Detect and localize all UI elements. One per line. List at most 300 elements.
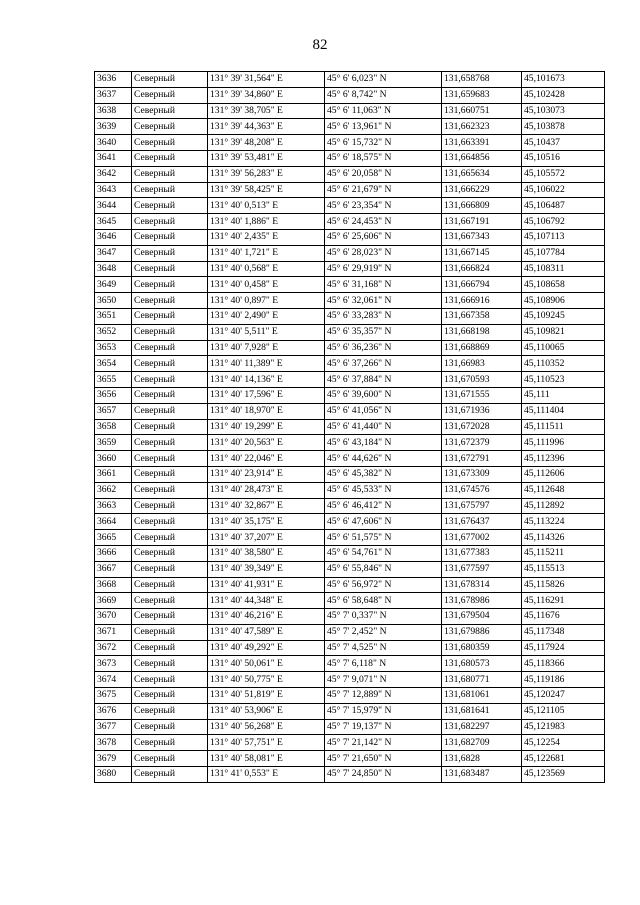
longitude-dms-cell: 131° 40' 57,751" E [208, 735, 325, 751]
longitude-decimal-cell: 131,666809 [442, 198, 522, 214]
longitude-decimal-cell: 131,676437 [442, 514, 522, 530]
latitude-dms-cell: 45° 6' 23,354" N [325, 198, 442, 214]
area-name-cell: Северный [132, 640, 208, 656]
longitude-dms-cell: 131° 40' 5,511" E [208, 324, 325, 340]
longitude-dms-cell: 131° 40' 2,435" E [208, 229, 325, 245]
point-id-cell: 3664 [95, 514, 132, 530]
table-row [95, 545, 605, 561]
latitude-dms-cell: 45° 7' 19,137" N [325, 719, 442, 735]
latitude-dms-cell: 45° 6' 13,961" N [325, 119, 442, 135]
area-name-cell: Северный [132, 229, 208, 245]
latitude-decimal-cell: 45,102428 [522, 87, 605, 103]
area-name-cell: Северный [132, 261, 208, 277]
area-name-cell: Северный [132, 103, 208, 119]
latitude-dms-cell: 45° 6' 37,884" N [325, 372, 442, 388]
table-row [95, 135, 605, 151]
longitude-decimal-cell: 131,667358 [442, 308, 522, 324]
latitude-decimal-cell: 45,112396 [522, 451, 605, 467]
longitude-decimal-cell: 131,666794 [442, 277, 522, 293]
area-name-cell: Северный [132, 245, 208, 261]
area-name-cell: Северный [132, 767, 208, 783]
point-id-cell: 3665 [95, 530, 132, 546]
longitude-dms-cell: 131° 40' 32,867" E [208, 498, 325, 514]
longitude-dms-cell: 131° 39' 31,564" E [208, 72, 325, 88]
latitude-decimal-cell: 45,115513 [522, 561, 605, 577]
latitude-decimal-cell: 45,108658 [522, 277, 605, 293]
area-name-cell: Северный [132, 672, 208, 688]
latitude-dms-cell: 45° 6' 15,732" N [325, 135, 442, 151]
area-name-cell: Северный [132, 514, 208, 530]
longitude-decimal-cell: 131,672791 [442, 451, 522, 467]
longitude-dms-cell: 131° 40' 23,914" E [208, 466, 325, 482]
longitude-decimal-cell: 131,677597 [442, 561, 522, 577]
latitude-decimal-cell: 45,122681 [522, 751, 605, 767]
longitude-dms-cell: 131° 41' 0,553" E [208, 767, 325, 783]
longitude-decimal-cell: 131,674576 [442, 482, 522, 498]
longitude-dms-cell: 131° 40' 28,473" E [208, 482, 325, 498]
point-id-cell: 3673 [95, 656, 132, 672]
table-row [95, 198, 605, 214]
latitude-decimal-cell: 45,112648 [522, 482, 605, 498]
longitude-decimal-cell: 131,677383 [442, 545, 522, 561]
longitude-decimal-cell: 131,668869 [442, 340, 522, 356]
point-id-cell: 3674 [95, 672, 132, 688]
longitude-dms-cell: 131° 40' 58,081" E [208, 751, 325, 767]
latitude-dms-cell: 45° 6' 56,972" N [325, 577, 442, 593]
longitude-dms-cell: 131° 40' 53,906" E [208, 703, 325, 719]
table-row [95, 293, 605, 309]
area-name-cell: Северный [132, 214, 208, 230]
area-name-cell: Северный [132, 198, 208, 214]
point-id-cell: 3648 [95, 261, 132, 277]
point-id-cell: 3639 [95, 119, 132, 135]
latitude-decimal-cell: 45,111511 [522, 419, 605, 435]
longitude-dms-cell: 131° 40' 2,490" E [208, 308, 325, 324]
point-id-cell: 3637 [95, 87, 132, 103]
table-row [95, 498, 605, 514]
point-id-cell: 3678 [95, 735, 132, 751]
longitude-dms-cell: 131° 40' 0,513" E [208, 198, 325, 214]
longitude-decimal-cell: 131,66983 [442, 356, 522, 372]
point-id-cell: 3657 [95, 403, 132, 419]
table-row [95, 419, 605, 435]
point-id-cell: 3654 [95, 356, 132, 372]
table-row [95, 514, 605, 530]
longitude-decimal-cell: 131,678314 [442, 577, 522, 593]
latitude-dms-cell: 45° 6' 36,236" N [325, 340, 442, 356]
table-row [95, 530, 605, 546]
longitude-decimal-cell: 131,675797 [442, 498, 522, 514]
point-id-cell: 3662 [95, 482, 132, 498]
point-id-cell: 3647 [95, 245, 132, 261]
latitude-dms-cell: 45° 6' 24,453" N [325, 214, 442, 230]
longitude-decimal-cell: 131,672379 [442, 435, 522, 451]
point-id-cell: 3679 [95, 751, 132, 767]
longitude-decimal-cell: 131,678986 [442, 593, 522, 609]
latitude-decimal-cell: 45,108311 [522, 261, 605, 277]
table-row [95, 703, 605, 719]
latitude-dms-cell: 45° 6' 21,679" N [325, 182, 442, 198]
latitude-dms-cell: 45° 7' 24,850" N [325, 767, 442, 783]
point-id-cell: 3656 [95, 387, 132, 403]
longitude-dms-cell: 131° 40' 0,897" E [208, 293, 325, 309]
latitude-decimal-cell: 45,111 [522, 387, 605, 403]
area-name-cell: Северный [132, 688, 208, 704]
latitude-dms-cell: 45° 6' 32,061" N [325, 293, 442, 309]
latitude-decimal-cell: 45,107113 [522, 229, 605, 245]
latitude-dms-cell: 45° 6' 54,761" N [325, 545, 442, 561]
area-name-cell: Северный [132, 498, 208, 514]
point-id-cell: 3667 [95, 561, 132, 577]
latitude-decimal-cell: 45,10516 [522, 150, 605, 166]
latitude-decimal-cell: 45,117348 [522, 624, 605, 640]
area-name-cell: Северный [132, 561, 208, 577]
longitude-dms-cell: 131° 40' 50,775" E [208, 672, 325, 688]
table-row [95, 166, 605, 182]
page-number: 82 [312, 37, 328, 53]
longitude-decimal-cell: 131,681641 [442, 703, 522, 719]
area-name-cell: Северный [132, 324, 208, 340]
point-id-cell: 3659 [95, 435, 132, 451]
latitude-decimal-cell: 45,108906 [522, 293, 605, 309]
latitude-dms-cell: 45° 6' 39,600" N [325, 387, 442, 403]
longitude-dms-cell: 131° 39' 53,481" E [208, 150, 325, 166]
latitude-dms-cell: 45° 7' 6,118" N [325, 656, 442, 672]
latitude-decimal-cell: 45,118366 [522, 656, 605, 672]
table-row [95, 656, 605, 672]
table-row [95, 182, 605, 198]
table-row [95, 466, 605, 482]
longitude-dms-cell: 131° 40' 7,928" E [208, 340, 325, 356]
latitude-decimal-cell: 45,109245 [522, 308, 605, 324]
latitude-decimal-cell: 45,113224 [522, 514, 605, 530]
longitude-dms-cell: 131° 40' 19,299" E [208, 419, 325, 435]
table-row [95, 103, 605, 119]
longitude-dms-cell: 131° 40' 51,819" E [208, 688, 325, 704]
longitude-dms-cell: 131° 40' 17,596" E [208, 387, 325, 403]
point-id-cell: 3652 [95, 324, 132, 340]
table-row [95, 640, 605, 656]
longitude-decimal-cell: 131,679504 [442, 609, 522, 625]
point-id-cell: 3658 [95, 419, 132, 435]
point-id-cell: 3663 [95, 498, 132, 514]
table-row [95, 624, 605, 640]
latitude-dms-cell: 45° 7' 0,337" N [325, 609, 442, 625]
table-row [95, 214, 605, 230]
latitude-dms-cell: 45° 6' 41,056" N [325, 403, 442, 419]
table-row [95, 767, 605, 783]
point-id-cell: 3676 [95, 703, 132, 719]
latitude-dms-cell: 45° 6' 51,575" N [325, 530, 442, 546]
latitude-decimal-cell: 45,107784 [522, 245, 605, 261]
longitude-dms-cell: 131° 40' 11,389" E [208, 356, 325, 372]
latitude-decimal-cell: 45,116291 [522, 593, 605, 609]
area-name-cell: Северный [132, 403, 208, 419]
area-name-cell: Северный [132, 372, 208, 388]
longitude-dms-cell: 131° 39' 38,705" E [208, 103, 325, 119]
longitude-decimal-cell: 131,659683 [442, 87, 522, 103]
latitude-dms-cell: 45° 6' 41,440" N [325, 419, 442, 435]
table-row [95, 245, 605, 261]
area-name-cell: Северный [132, 577, 208, 593]
latitude-dms-cell: 45° 6' 31,168" N [325, 277, 442, 293]
longitude-decimal-cell: 131,6828 [442, 751, 522, 767]
area-name-cell: Северный [132, 387, 208, 403]
latitude-decimal-cell: 45,112892 [522, 498, 605, 514]
latitude-decimal-cell: 45,101673 [522, 72, 605, 88]
latitude-decimal-cell: 45,110352 [522, 356, 605, 372]
area-name-cell: Северный [132, 751, 208, 767]
longitude-dms-cell: 131° 40' 20,563" E [208, 435, 325, 451]
latitude-dms-cell: 45° 6' 37,266" N [325, 356, 442, 372]
table-row [95, 277, 605, 293]
longitude-decimal-cell: 131,681061 [442, 688, 522, 704]
table-row [95, 435, 605, 451]
area-name-cell: Северный [132, 435, 208, 451]
coordinates-table-body [95, 72, 605, 783]
area-name-cell: Северный [132, 656, 208, 672]
latitude-dms-cell: 45° 6' 11,063" N [325, 103, 442, 119]
latitude-dms-cell: 45° 7' 2,452" N [325, 624, 442, 640]
area-name-cell: Северный [132, 735, 208, 751]
area-name-cell: Северный [132, 624, 208, 640]
latitude-decimal-cell: 45,120247 [522, 688, 605, 704]
latitude-decimal-cell: 45,121983 [522, 719, 605, 735]
longitude-decimal-cell: 131,680771 [442, 672, 522, 688]
latitude-dms-cell: 45° 7' 21,142" N [325, 735, 442, 751]
longitude-decimal-cell: 131,671936 [442, 403, 522, 419]
latitude-dms-cell: 45° 7' 4,525" N [325, 640, 442, 656]
latitude-dms-cell: 45° 6' 29,919" N [325, 261, 442, 277]
latitude-dms-cell: 45° 6' 55,846" N [325, 561, 442, 577]
area-name-cell: Северный [132, 419, 208, 435]
table-row [95, 751, 605, 767]
table-row [95, 261, 605, 277]
latitude-dms-cell: 45° 7' 21,650" N [325, 751, 442, 767]
point-id-cell: 3671 [95, 624, 132, 640]
table-row [95, 719, 605, 735]
latitude-decimal-cell: 45,110065 [522, 340, 605, 356]
area-name-cell: Северный [132, 182, 208, 198]
latitude-decimal-cell: 45,121105 [522, 703, 605, 719]
longitude-dms-cell: 131° 40' 38,580" E [208, 545, 325, 561]
point-id-cell: 3655 [95, 372, 132, 388]
area-name-cell: Северный [132, 530, 208, 546]
point-id-cell: 3646 [95, 229, 132, 245]
longitude-dms-cell: 131° 40' 37,207" E [208, 530, 325, 546]
area-name-cell: Северный [132, 703, 208, 719]
latitude-dms-cell: 45° 6' 35,357" N [325, 324, 442, 340]
longitude-dms-cell: 131° 40' 14,136" E [208, 372, 325, 388]
latitude-dms-cell: 45° 6' 58,648" N [325, 593, 442, 609]
longitude-dms-cell: 131° 39' 48,208" E [208, 135, 325, 151]
latitude-decimal-cell: 45,114326 [522, 530, 605, 546]
longitude-decimal-cell: 131,671555 [442, 387, 522, 403]
latitude-dms-cell: 45° 6' 6,023" N [325, 72, 442, 88]
table-row [95, 308, 605, 324]
longitude-dms-cell: 131° 39' 44,363" E [208, 119, 325, 135]
point-id-cell: 3661 [95, 466, 132, 482]
longitude-decimal-cell: 131,662323 [442, 119, 522, 135]
area-name-cell: Северный [132, 609, 208, 625]
longitude-decimal-cell: 131,670593 [442, 372, 522, 388]
point-id-cell: 3666 [95, 545, 132, 561]
point-id-cell: 3651 [95, 308, 132, 324]
longitude-dms-cell: 131° 40' 49,292" E [208, 640, 325, 656]
table-row [95, 403, 605, 419]
table-row [95, 688, 605, 704]
latitude-dms-cell: 45° 6' 44,626" N [325, 451, 442, 467]
table-row [95, 561, 605, 577]
latitude-dms-cell: 45° 7' 12,889" N [325, 688, 442, 704]
point-id-cell: 3670 [95, 609, 132, 625]
point-id-cell: 3668 [95, 577, 132, 593]
longitude-dms-cell: 131° 40' 1,886" E [208, 214, 325, 230]
latitude-decimal-cell: 45,112606 [522, 466, 605, 482]
longitude-dms-cell: 131° 40' 18,970" E [208, 403, 325, 419]
longitude-dms-cell: 131° 40' 1,721" E [208, 245, 325, 261]
latitude-decimal-cell: 45,117924 [522, 640, 605, 656]
point-id-cell: 3677 [95, 719, 132, 735]
area-name-cell: Северный [132, 277, 208, 293]
table-row [95, 324, 605, 340]
latitude-decimal-cell: 45,109821 [522, 324, 605, 340]
latitude-dms-cell: 45° 6' 18,575" N [325, 150, 442, 166]
table-row [95, 372, 605, 388]
point-id-cell: 3642 [95, 166, 132, 182]
point-id-cell: 3641 [95, 150, 132, 166]
longitude-decimal-cell: 131,679886 [442, 624, 522, 640]
table-row [95, 356, 605, 372]
latitude-decimal-cell: 45,10437 [522, 135, 605, 151]
area-name-cell: Северный [132, 482, 208, 498]
coordinates-table [94, 71, 605, 783]
longitude-decimal-cell: 131,680359 [442, 640, 522, 656]
latitude-decimal-cell: 45,119186 [522, 672, 605, 688]
table-row [95, 387, 605, 403]
latitude-decimal-cell: 45,110523 [522, 372, 605, 388]
latitude-decimal-cell: 45,123569 [522, 767, 605, 783]
longitude-dms-cell: 131° 40' 56,268" E [208, 719, 325, 735]
latitude-decimal-cell: 45,106487 [522, 198, 605, 214]
area-name-cell: Северный [132, 593, 208, 609]
area-name-cell: Северный [132, 166, 208, 182]
point-id-cell: 3640 [95, 135, 132, 151]
latitude-dms-cell: 45° 6' 45,382" N [325, 466, 442, 482]
longitude-dms-cell: 131° 40' 0,568" E [208, 261, 325, 277]
area-name-cell: Северный [132, 293, 208, 309]
latitude-dms-cell: 45° 6' 20,058" N [325, 166, 442, 182]
point-id-cell: 3643 [95, 182, 132, 198]
longitude-decimal-cell: 131,666824 [442, 261, 522, 277]
longitude-dms-cell: 131° 39' 56,283" E [208, 166, 325, 182]
longitude-dms-cell: 131° 39' 34,860" E [208, 87, 325, 103]
longitude-decimal-cell: 131,682709 [442, 735, 522, 751]
longitude-dms-cell: 131° 40' 0,458" E [208, 277, 325, 293]
table-row [95, 577, 605, 593]
longitude-decimal-cell: 131,667191 [442, 214, 522, 230]
latitude-dms-cell: 45° 6' 25,606" N [325, 229, 442, 245]
latitude-decimal-cell: 45,103878 [522, 119, 605, 135]
area-name-cell: Северный [132, 119, 208, 135]
longitude-decimal-cell: 131,667343 [442, 229, 522, 245]
latitude-dms-cell: 45° 6' 47,606" N [325, 514, 442, 530]
latitude-decimal-cell: 45,106022 [522, 182, 605, 198]
point-id-cell: 3680 [95, 767, 132, 783]
latitude-dms-cell: 45° 6' 33,283" N [325, 308, 442, 324]
area-name-cell: Северный [132, 545, 208, 561]
longitude-decimal-cell: 131,666916 [442, 293, 522, 309]
table-row [95, 482, 605, 498]
latitude-dms-cell: 45° 7' 15,979" N [325, 703, 442, 719]
longitude-dms-cell: 131° 40' 47,589" E [208, 624, 325, 640]
table-row [95, 229, 605, 245]
area-name-cell: Северный [132, 308, 208, 324]
area-name-cell: Северный [132, 87, 208, 103]
table-row [95, 451, 605, 467]
table-row [95, 340, 605, 356]
longitude-dms-cell: 131° 40' 46,216" E [208, 609, 325, 625]
point-id-cell: 3638 [95, 103, 132, 119]
longitude-decimal-cell: 131,663391 [442, 135, 522, 151]
latitude-dms-cell: 45° 6' 43,184" N [325, 435, 442, 451]
longitude-dms-cell: 131° 40' 39,349" E [208, 561, 325, 577]
latitude-decimal-cell: 45,115211 [522, 545, 605, 561]
point-id-cell: 3650 [95, 293, 132, 309]
latitude-dms-cell: 45° 6' 46,412" N [325, 498, 442, 514]
latitude-dms-cell: 45° 6' 28,023" N [325, 245, 442, 261]
table-row [95, 735, 605, 751]
longitude-dms-cell: 131° 40' 22,046" E [208, 451, 325, 467]
point-id-cell: 3660 [95, 451, 132, 467]
point-id-cell: 3649 [95, 277, 132, 293]
latitude-decimal-cell: 45,115826 [522, 577, 605, 593]
table-row [95, 593, 605, 609]
point-id-cell: 3669 [95, 593, 132, 609]
longitude-decimal-cell: 131,658768 [442, 72, 522, 88]
area-name-cell: Северный [132, 466, 208, 482]
longitude-decimal-cell: 131,667145 [442, 245, 522, 261]
point-id-cell: 3675 [95, 688, 132, 704]
point-id-cell: 3636 [95, 72, 132, 88]
longitude-decimal-cell: 131,664856 [442, 150, 522, 166]
area-name-cell: Северный [132, 150, 208, 166]
table-row [95, 87, 605, 103]
area-name-cell: Северный [132, 719, 208, 735]
longitude-dms-cell: 131° 40' 41,931" E [208, 577, 325, 593]
longitude-decimal-cell: 131,673309 [442, 466, 522, 482]
longitude-decimal-cell: 131,668198 [442, 324, 522, 340]
longitude-decimal-cell: 131,680573 [442, 656, 522, 672]
longitude-dms-cell: 131° 40' 44,348" E [208, 593, 325, 609]
latitude-decimal-cell: 45,103073 [522, 103, 605, 119]
latitude-decimal-cell: 45,11676 [522, 609, 605, 625]
table-row [95, 72, 605, 88]
area-name-cell: Северный [132, 451, 208, 467]
latitude-decimal-cell: 45,111404 [522, 403, 605, 419]
point-id-cell: 3672 [95, 640, 132, 656]
longitude-dms-cell: 131° 40' 50,061" E [208, 656, 325, 672]
longitude-decimal-cell: 131,665634 [442, 166, 522, 182]
point-id-cell: 3653 [95, 340, 132, 356]
longitude-decimal-cell: 131,683487 [442, 767, 522, 783]
area-name-cell: Северный [132, 356, 208, 372]
table-row [95, 609, 605, 625]
point-id-cell: 3644 [95, 198, 132, 214]
longitude-decimal-cell: 131,682297 [442, 719, 522, 735]
area-name-cell: Северный [132, 340, 208, 356]
longitude-decimal-cell: 131,672028 [442, 419, 522, 435]
